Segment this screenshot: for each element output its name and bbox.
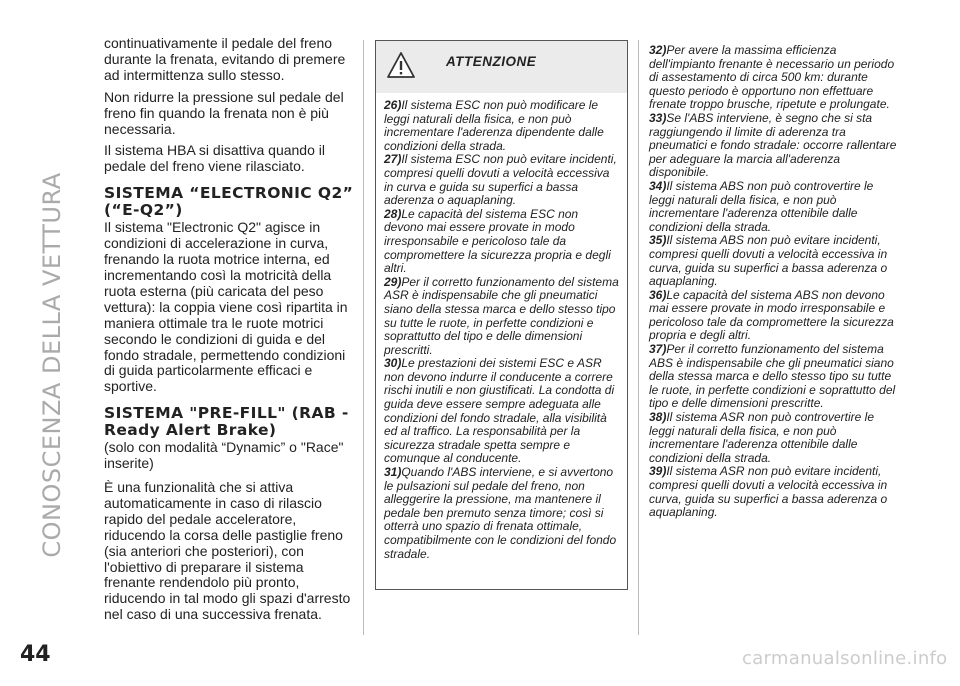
text-column-1 — [104, 36, 354, 629]
watermark-text: carmanualsonline.info — [742, 648, 948, 669]
note-number: 36) — [649, 287, 667, 302]
note-item — [384, 276, 619, 358]
note-number: 35) — [649, 233, 667, 248]
note-number: 27) — [384, 152, 402, 167]
warning-header — [376, 41, 627, 93]
note-text: Il sistema ASR non può controvertire le leggi naturali della fisica, e non può incrementare l'aderenza ottenibile dalle condizioni della strada. — [649, 410, 874, 465]
section-heading: SISTEMA "PRE-FILL" (RAB - Ready Alert Brake) — [104, 404, 349, 439]
note-number: 32) — [649, 43, 667, 57]
note-text: Le capacità del sistema ESC non devono mai essere provate in modo irresponsabile e pericoloso tale da compromettere la sicurezza propria e degli altri. — [384, 206, 611, 276]
warning-box — [375, 40, 628, 590]
paragraph: Non ridurre la pressione sul pedale del freno fin quando la frenata non è più necessaria. — [104, 88, 344, 137]
note-item — [649, 112, 901, 180]
note-item — [384, 466, 619, 561]
column-divider — [638, 40, 639, 635]
paragraph: È una funzionalità che si attiva automaticamente in caso di rilascio rapido del pedale acceleratore, riducendo la corsa delle pastiglie freno (sia anteriori che posteriori), con l'obiettivo di preparare il sistema frenante rendendolo più pronto, riducendo in tal modo gli spazi d'arresto nel caso di una successiva frenata. — [104, 479, 351, 623]
note-number: 30) — [384, 356, 402, 371]
note-item — [649, 180, 901, 234]
note-number: 34) — [649, 178, 667, 193]
note-text: Per il corretto funzionamento del sistema ASR è indispensabile che gli pneumatici siano della stessa marca e dello stesso tipo su tutte le ruote, in perfette condizioni e soprattutto del tipo e delle dimensioni prescritti. — [384, 274, 619, 357]
note-number: 28) — [384, 206, 402, 221]
note-item — [649, 411, 901, 465]
note-text: Il sistema ABS non può evitare incidenti, compresi quelli dovuti a velocità eccessiva in curva, guida su superfici a bassa aderenza o aquaplaning. — [649, 233, 888, 289]
warning-notes — [376, 93, 627, 561]
section-side-tab: CONOSCENZA DELLA VETTURA — [38, 172, 66, 558]
paragraph: Il sistema HBA si disattiva quando il pedale del freno viene rilasciato. — [104, 142, 325, 175]
note-text: Per avere la massima efficienza dell'impianto frenante è necessario un periodo di assestamento di circa 500 km: durante questo periodo è opportuno non effettuare frenate troppo brusche, ripetute e prolungate. — [649, 43, 895, 112]
note-number: 38) — [649, 410, 667, 425]
note-text: Quando l'ABS interviene, e si avvertono le pulsazioni sul pedale del freno, non alleggerire la pressione, ma mantenere il pedale ben premuto senza timore; così si otterrà uno spazio di frenata ottimale, compatibilmente con le condizioni del fondo stradale. — [384, 465, 617, 561]
note-number: 39) — [649, 464, 667, 479]
paragraph: continuativamente il pedale del freno durante la frenata, evitando di premere ad intermittenza sullo stesso. — [104, 35, 346, 83]
note-text: Per il corretto funzionamento del sistema ABS è indispensabile che gli pneumatici siano della stessa marca e dello stesso tipo su tutte le ruote, in perfette condizioni e soprattutto del tipo e delle dimensioni prescritte. — [649, 342, 896, 411]
warning-title: ATTENZIONE — [446, 54, 537, 69]
note-item — [649, 234, 901, 288]
note-item — [384, 99, 619, 153]
column-divider — [363, 40, 364, 635]
note-number: 37) — [649, 342, 667, 357]
note-number: 31) — [384, 465, 402, 480]
paragraph: Il sistema "Electronic Q2" agisce in condizioni di accelerazione in curva, frenando la ruota motrice interna, ed incrementando così la motricità della ruota esterna (più caricata del peso vettura): la coppia viene così ripartita in maniera ottimale tra le ruote motrici secondo le condizioni di guida e del fondo stradale, permettendo condizioni di guida particolarmente efficaci e sportive. — [104, 219, 348, 395]
note-item — [649, 465, 901, 519]
page-number: 44 — [20, 642, 51, 667]
note-text: Il sistema ESC non può evitare incidenti, compresi quelli dovuti a velocità eccessiva in curva e guida su superfici a bassa aderenza o aquaplaning. — [384, 152, 617, 208]
note-text: Il sistema ASR non può evitare incidenti, compresi quelli dovuti a velocità eccessiva in curva, guida su superfici a bassa aderenza o aquaplaning. — [649, 464, 888, 520]
note-number: 33) — [649, 110, 667, 125]
note-item — [384, 208, 619, 276]
note-number: 26) — [384, 98, 402, 112]
warning-triangle-icon — [386, 51, 416, 79]
paragraph: (solo con modalità “Dynamic” o "Race" inserite) — [104, 439, 344, 472]
note-text: Se l'ABS interviene, è segno che si sta raggiungendo il limite di aderenza tra pneumatici e fondo stradale: occorre rallentare per adeguare la marcia all'aderenza disponibile. — [649, 110, 897, 180]
note-item — [649, 44, 901, 112]
note-text: Il sistema ESC non può modificare le leggi naturali della fisica, e non può incrementare l'aderenza dipendente dalle condizioni della strada. — [384, 98, 604, 153]
note-text: Le prestazioni dei sistemi ESC e ASR non devono indurre il conducente a correre rischi inutili e non giustificati. La condotta di guida deve essere sempre adeguata alle condizioni del fondo stradale, alla visibilità ed al traffico. La responsabilità per la sicurezza stradale spetta sempre e comunque al conducente. — [384, 356, 615, 466]
note-item — [384, 153, 619, 207]
note-text: Le capacità del sistema ABS non devono mai essere provate in modo irresponsabile e pericoloso tale da compromettere la sicurezza propria e degli altri. — [649, 287, 894, 343]
note-item — [384, 357, 619, 466]
note-text: Il sistema ABS non può controvertire le leggi naturali della fisica, e non può incrementare l'aderenza ottenibile dalle condizioni della strada. — [649, 178, 874, 234]
note-item — [649, 343, 901, 411]
note-number: 29) — [384, 274, 402, 289]
section-heading: SISTEMA “ELECTRONIC Q2” (“E-Q2”) — [104, 184, 354, 219]
note-item — [649, 289, 901, 343]
notes-column-3 — [649, 44, 901, 520]
